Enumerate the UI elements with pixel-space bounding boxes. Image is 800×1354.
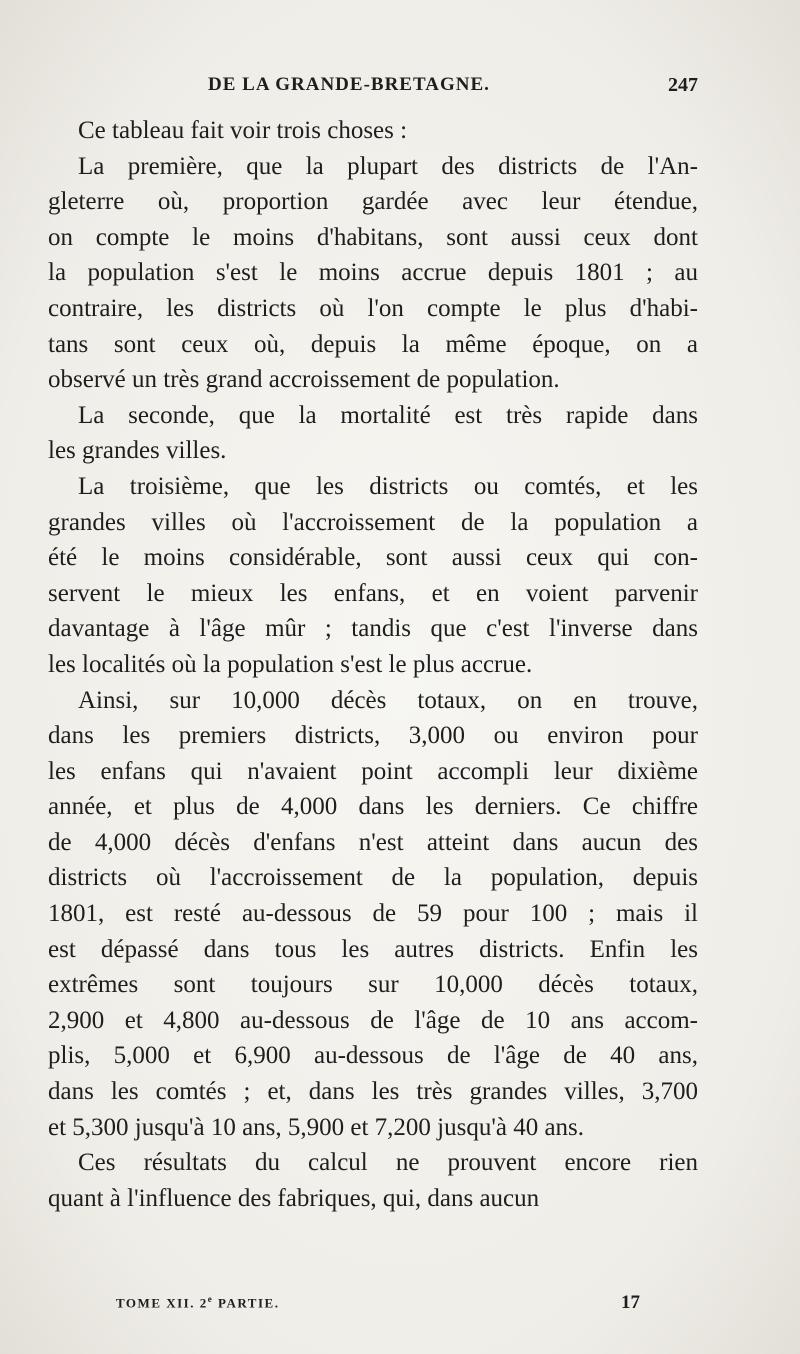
page-number: 247 xyxy=(668,74,698,96)
paragraph xyxy=(48,149,698,398)
text-line: de 4,000 décès d'enfans n'est atteint dans aucun des xyxy=(48,828,698,856)
text-line: servent le mieux les enfans, et en voient parvenir xyxy=(48,579,698,607)
text-line: La première, que la plupart des districts de l'An- xyxy=(78,152,698,180)
text-line: Ainsi, sur 10,000 décès totaux, on en trouve, xyxy=(78,686,698,714)
text-line: les enfans qui n'avaient point accompli leur dixième xyxy=(48,757,698,785)
body-text xyxy=(48,113,698,1216)
text-line: 1801, est resté au-dessous de 59 pour 100 ; mais il xyxy=(48,900,698,928)
paragraph xyxy=(48,469,698,683)
text-line: 2,900 et 4,800 au-dessous de l'âge de 10 ans accom- xyxy=(48,1006,698,1034)
signature-number: 17 xyxy=(621,1292,640,1313)
text-line: davantage à l'âge mûr ; tandis que c'est l'inverse dans xyxy=(48,615,698,643)
paragraph xyxy=(48,683,698,1146)
paragraph xyxy=(48,113,698,149)
text-line: dans les premiers districts, 3,000 ou environ pour xyxy=(48,722,698,750)
text-line: été le moins considérable, sont aussi ceux qui con- xyxy=(48,544,698,572)
text-line: les grandes villes. xyxy=(48,437,227,465)
text-line: extrêmes sont toujours sur 10,000 décès totaux, xyxy=(48,971,698,999)
text-line: plis, 5,000 et 6,900 au-dessous de l'âge de 40 ans, xyxy=(48,1042,698,1070)
text-line: observé un très grand accroissement de population. xyxy=(48,366,560,394)
signature-part: PARTIE. xyxy=(213,1295,280,1311)
signature-volume: TOME XII. 2 xyxy=(116,1295,208,1311)
text-line: gleterre où, proportion gardée avec leur étendue, xyxy=(48,188,698,216)
signature-superscript: e xyxy=(207,1294,214,1304)
text-line: on compte le moins d'habitans, sont aussi ceux dont xyxy=(48,223,698,251)
text-line: grandes villes où l'accroissement de la population a xyxy=(48,508,698,536)
text-line: contraire, les districts où l'on compte le plus d'habi- xyxy=(48,294,698,322)
page-header xyxy=(48,72,698,106)
text-line: quant à l'influence des fabriques, qui, dans aucun xyxy=(48,1184,540,1212)
text-line: Ce tableau fait voir trois choses : xyxy=(78,117,408,144)
text-line: Ces résultats du calcul ne prouvent encore rien xyxy=(78,1149,698,1177)
text-line: districts où l'accroissement de la population, depuis xyxy=(48,864,698,892)
text-line: La troisième, que les districts ou comtés, et les xyxy=(78,472,698,500)
text-line: La seconde, que la mortalité est très rapide dans xyxy=(78,401,698,429)
text-line: tans sont ceux où, depuis la même époque, on a xyxy=(48,330,698,358)
page-footer xyxy=(116,1292,640,1318)
text-line: les localités où la population s'est le plus accrue. xyxy=(48,650,533,678)
text-line: la population s'est le moins accrue depuis 1801 ; au xyxy=(48,259,698,287)
paragraph xyxy=(48,398,698,469)
text-line: dans les comtés ; et, dans les très grandes villes, 3,700 xyxy=(48,1078,698,1106)
text-line: est dépassé dans tous les autres districts. Enfin les xyxy=(48,935,698,963)
text-line: année, et plus de 4,000 dans les derniers. Ce chiffre xyxy=(48,793,698,821)
printer-signature xyxy=(116,1294,279,1311)
paragraph xyxy=(48,1145,698,1216)
running-head: DE LA GRANDE-BRETAGNE. xyxy=(208,74,490,95)
text-line: et 5,300 jusqu'à 10 ans, 5,900 et 7,200 jusqu'à 40 ans. xyxy=(48,1113,585,1141)
